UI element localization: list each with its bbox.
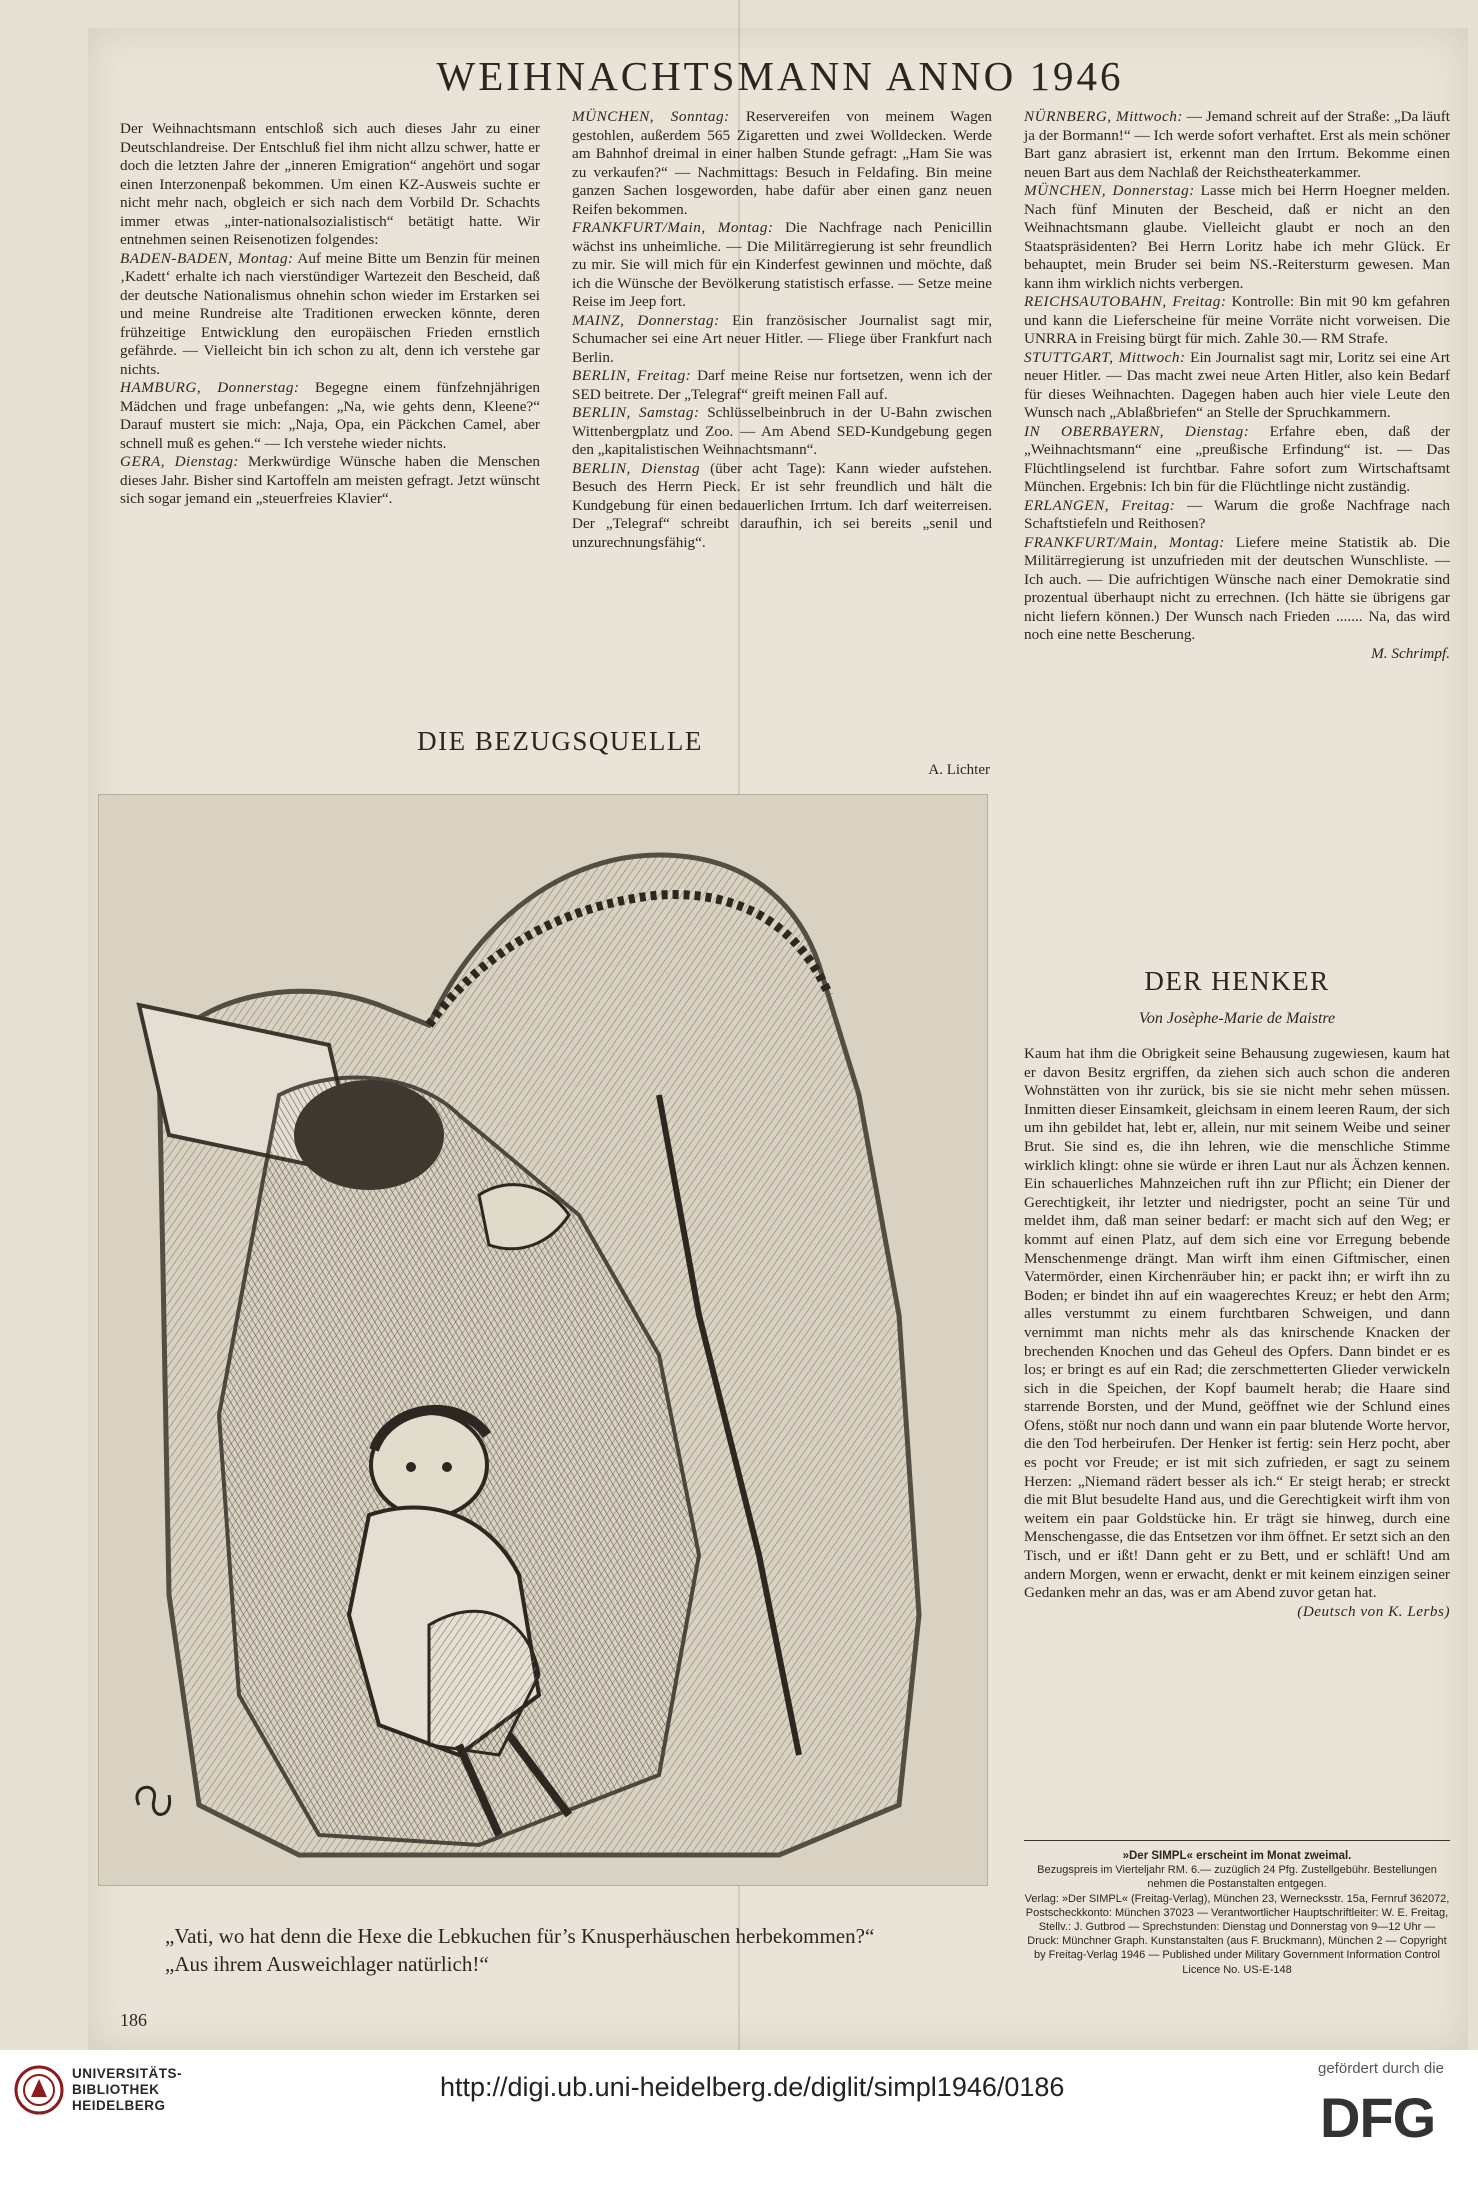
dateline: GERA, Dienstag: xyxy=(120,453,239,470)
paragraph: MÜNCHEN, Sonntag: Reservereifen von meinem Wagen gestohlen, außerdem 565 Zigaretten und zwei Wolldecken. Werde am Bahnhof dreimal in einer halben Stunde gefragt: „Ham Sie was zu verkaufen?“ — Nachmittags: Besuch in Feldafing. Bin meine ganzen Sachen losgeworden, habe dafür aber einen ganz neuen Reifen bekommen. xyxy=(572,108,992,218)
dateline: STUTTGART, Mittwoch: xyxy=(1024,348,1186,366)
dateline: IN OBERBAYERN, Dienstag: xyxy=(1024,422,1250,440)
cartoon-illustration xyxy=(99,795,987,1885)
henker-text xyxy=(1024,1045,1450,1621)
dateline: BERLIN, Freitag: xyxy=(572,367,692,384)
university-seal-icon xyxy=(14,2065,64,2115)
page-number: 186 xyxy=(120,2010,147,2030)
paragraph: Der Weihnachtsmann entschloß sich auch dieses Jahr zu einer Deutschlandreise. Der Entschluß fiel ihm nicht allzu schwer, hatte er doch die letzten Jahre der „inneren Emigration“ angehört und sogar einen Interzonenpaß bekommen. Um einen KZ-Ausweis suchte er nicht mehr nach, obgleich er sich nach dem Vorbild Dr. Schachts immer etwas „inter-nationalsozialistisch“ betätigt hatte. Wir entnehmen seinen Reisenotizen folgendes: xyxy=(120,120,540,248)
paragraph: GERA, Dienstag: Merkwürdige Wünsche haben die Menschen dieses Jahr. Bisher sind Kartoffeln am meisten gefragt. Jetzt wünscht sich sogar jemand ein „steuerfreies Klavier“. xyxy=(120,453,541,507)
father-head xyxy=(294,1080,444,1190)
paragraph: STUTTGART, Mittwoch: Ein Journalist sagt mir, Loritz sei eine Art neuer Hitler. — Das macht zwei neue Arten Hitler, also kein Bedarf für dieses Weihnachten. Dagegen haben auch hier viele Leute den Wunsch nach „Ablaßbriefen“ an Stelle der Spruchkammern. xyxy=(1024,348,1450,421)
paragraph: FRANKFURT/Main, Montag: Liefere meine Statistik ab. Die Militärregierung ist unzufrieden mit der deutschen Wunschliste. — Ich auch. — Die aufrichtigen Wünsche nach einer Demokratie sind prozentual überhaupt nicht zu errechnen. (Ich hätte sie übrigens gar nicht liefern können.) Der Wunsch nach Frieden ....... Na, das wird noch eine nette Bescherung. xyxy=(1024,533,1450,643)
paragraph: REICHSAUTOBAHN, Freitag: Kontrolle: Bin mit 90 km gefahren und kann die Lieferscheine für meine Vorräte nicht vorweisen. Die UNRRA in Freising bürgt für mich. Zahle 30.— RM Strafe. xyxy=(1024,293,1451,347)
paragraph: ERLANGEN, Freitag: — Warum die große Nachfrage nach Schaftstiefeln und Reithosen? xyxy=(1024,496,1450,532)
paragraph: IN OBERBAYERN, Dienstag: Erfahre eben, daß der „Weihnachtsmann“ eine „preußische Erfindung“ ist. — Das Flüchtlingselend ist furchtbar. Fahre sofort zum Wirtschaftsamt München. Ergebnis: Ich bin für die Flüchtlinge nicht zuständig. xyxy=(1024,422,1450,495)
dateline: MAINZ, Donnerstag: xyxy=(572,311,720,329)
paragraph: NÜRNBERG, Mittwoch: — Jemand schreit auf der Straße: „Da läuft ja der Bormann!“ — Ich werde sofort verhaftet. Erst als mein schöner Bart ganz abrasiert ist, erkennt man den Irrtum. Bekomme einen neuen Bart aus dem Nachlaß der Reichstheaterkammer. xyxy=(1024,108,1450,181)
permalink[interactable]: http://digi.ub.uni-heidelberg.de/diglit/simpl1946/0186 xyxy=(440,2072,1065,2102)
henker-byline: Von Josèphe-Marie de Maistre xyxy=(1138,1010,1336,1027)
paragraph: HAMBURG, Donnerstag: Begegne einem fünfzehnjährigen Mädchen und frage unbefangen: „Na, wie gehts denn, Kleene?“ Darauf mustert sie mich: „Naja, Opa, ein Päckchen Camel, aber schnell muß es gehen.“ — Ich verstehe wieder nichts. xyxy=(120,379,540,452)
institution-name: UNIVERSITÄTS- BIBLIOTHEK HEIDELBERG xyxy=(72,2066,183,2113)
dateline: HAMBURG, Donnerstag: xyxy=(120,379,300,396)
dateline: MÜNCHEN, Donnerstag: xyxy=(1024,182,1195,199)
dateline: MÜNCHEN, Sonntag: xyxy=(572,108,730,125)
paragraph: MÜNCHEN, Donnerstag: Lasse mich bei Herrn Hoegner melden. Nach fünf Minuten der Bescheid, daß er nicht an den Weihnachtsmann glaube. Vielleicht glaubt er noch an den Staatspräsidenten? Bei Herrn Loritz habe ich mehr Glück. Er behauptet, mein Bruder sei beim NS.-Reitersturm gewesen. Man kann ihm wirklich nichts verbergen. xyxy=(1024,182,1450,292)
paragraph: FRANKFURT/Main, Montag: Die Nachfrage nach Penicillin wächst ins unheimliche. — Die Militärregierung ist sehr freundlich zu mir. Sie will mich für ein Kinderfest gewinnen und möchte, daß ich die Wünsche der Bevölkerung statistisch erfasse. — Setze meine Reise im Jeep fort. xyxy=(572,219,992,310)
page-title: WEIHNACHTSMANN ANNO 1946 xyxy=(436,53,1124,99)
paragraph: BADEN-BADEN, Montag: Auf meine Bitte um Benzin für meinen ‚Kadett‘ erhalte ich nach vierstündiger Wartezeit den Bescheid, daß der deutsche Nationalismus ohnehin schon wieder im Erstarken sei und meine Rundreise alte Traditionen erwecken könnte, deren frühzeitige Entwicklung den europäischen Frieden ernstlich gefährde. — Vielleicht bin ich schon zu alt, denn ich verstehe gar nichts. xyxy=(120,249,540,378)
dateline: FRANKFURT/Main, Montag: xyxy=(1024,533,1225,551)
paragraph: Kaum hat ihm die Obrigkeit seine Behausung zugewiesen, kaum hat er davon Besitz ergriffen, da ziehen sich auch schon die anderen Wohnstätten von ihr zurück, bis sie sie nicht mehr sehen müssen. Inmitten dieser Einsamkeit, gleichsam in einem leeren Raum, der sich um ihn gebildet hat, lebt er, allein, nur mit seinem Weibe und seiner Brut. Sie sind es, die ihn lehren, wie die menschliche Stimme wirklich klingt: ohne sie würde er ihren Laut nur als Ächzen kennen. Ein schauerliches Mahnzeichen ruft ihn zur Pflicht; ein Diener der Gerechtigkeit, ihr letzter und niedrigster, pocht an seine Tür und meldet ihm, daß man seiner bedarf: er macht sich auf den Weg; er kommt auf einen Platz, auf dem sich eine vor Erregung bebende Menschenmenge drängt. Man wirft ihm einen Giftmischer, einen Vatermörder, einen Kirchenräuber hin; er packt ihn; er wirft ihn zu Boden; er bindet ihn auf ein waagerechtes Kreuz; er hebt den Arm; alles verstummt zu einem furchtbaren Schweigen, und dann vernimmt man nichts mehr als das knirschende Knacken der brechenden Knochen und das Geheul des Opfers. Dann bindet er es los; er bringt es auf ein Rad; die zerschmetterten Glieder verwickeln sich in die Speichen, der Kopf baumelt herab; die Haare sind starrende Borsten, und der Mund, geöffnet wie der Schlund eines Ofens, stößt nur noch dann und wann ein paar blutende Worte hervor, die den Tod herbeirufen. Der Henker ist fertig: sein Herz pocht, aber es pocht vor Freude; er ist mit sich zufrieden, er sagt zu seinem Herzen: „Niemand rädert besser als ich.“ Er steigt herab; er streckt die mit Blut besudelte Hand aus, und die Gerechtigkeit wirft ihm von weitem ein paar Goldstücke hin. Er trägt sie hinweg, durch eine Menschengasse, die das Entsetzen vor ihm öffnet. Er setzt sich an den Tisch, und er ißt! Dann geht er zu Bett, und er schläft! Und am andern Morgen, wenn er erwacht, denkt er mit keinem einzigen seiner Gedanken mehr an das, was er am Abend zuvor getan hat. (Deutsch von K. Lerbs) xyxy=(1024,1045,1450,1620)
article-column-2 xyxy=(572,108,992,552)
dateline: BERLIN, Dienstag xyxy=(572,459,701,477)
dateline: BERLIN, Samstag: xyxy=(572,404,700,421)
dateline: FRANKFURT/Main, Montag: xyxy=(572,219,774,236)
funding-note: gefördert durch die xyxy=(1318,2060,1444,2077)
paragraph: BERLIN, Freitag: Darf meine Reise nur fortsetzen, wenn ich der SED beitrete. Der „Telegraf“ greift meinen Fall auf. xyxy=(572,367,993,403)
dateline: ERLANGEN, Freitag: xyxy=(1024,496,1176,514)
paragraph: BERLIN, Dienstag (über acht Tage): Kann wieder aufstehen. Besuch des Herrn Pieck. Er ist sehr freundlich und hält die Kundgebung für einen bedauerlichen Irrtum. Ich darf weiterreisen. Der „Telegraf“ schreibt daraufhin, ich sei bereits „senil und unzurechnungsfähig“. xyxy=(572,459,992,551)
imprint-box: »Der SIMPL« erscheint im Monat zweimal. Bezugspreis im Vierteljahr RM. 6.— zuzüglich 24 Pfg. Zustellgebühr. Bestellungen nehmen die Postanstalten entgegen. Verlag: »Der SIMPL« (Freitag-Verlag), München 23, Wernecksstr. 15a, Fernruf 362072, Postscheckkonto: München 37023 — Verantwortlicher Hauptschriftleiter: W. E. Freitag, Stellv.: J. Gutbrod — Sprechstunden: Dienstag und Donnerstag von 9—12 Uhr — Druck: Münchner Graph. Kunstanstalten (aus F. Bruckmann), München 2 — Copyright by Freitag-Verlag 1946 — Published under Military Government Information Control Licence No. US-E-148 xyxy=(1024,1840,1450,1977)
dateline: REICHSAUTOBAHN, Freitag: xyxy=(1024,293,1227,310)
henker-title: DER HENKER xyxy=(1144,966,1330,996)
dfg-logo: DFG xyxy=(1320,2086,1436,2149)
drawing-caption: „Vati, wo hat denn die Hexe die Lebkuchen für’s Knusperhäuschen herbekommen?“ „Aus ihrem Ausweichlager natürlich!“ xyxy=(165,1924,875,1976)
artist-credit: A. Lichter xyxy=(928,762,990,778)
article-column-3 xyxy=(1024,108,1450,663)
translator-credit: (Deutsch von K. Lerbs) xyxy=(1297,1602,1450,1620)
cartoon-drawing xyxy=(98,794,988,1886)
paragraph: BERLIN, Samstag: Schlüsselbeinbruch in der U-Bahn zwischen Wittenbergplatz und Zoo. — Am Abend SED-Kundgebung gegen den „kapitalistischen Weihnachtsmann“. xyxy=(572,404,992,458)
paragraph: MAINZ, Donnerstag: Ein französischer Journalist sagt mir, Schumacher sei eine Art neuer Hitler. — Fliege über Frankfurt nach Berlin. xyxy=(572,311,992,366)
dateline: BADEN-BADEN, Montag: xyxy=(120,249,294,267)
drawing-title: DIE BEZUGSQUELLE xyxy=(417,726,703,756)
dateline: NÜRNBERG, Mittwoch: xyxy=(1024,108,1183,125)
article-column-1 xyxy=(120,120,540,509)
author-signature: M. Schrimpf. xyxy=(1371,644,1450,662)
